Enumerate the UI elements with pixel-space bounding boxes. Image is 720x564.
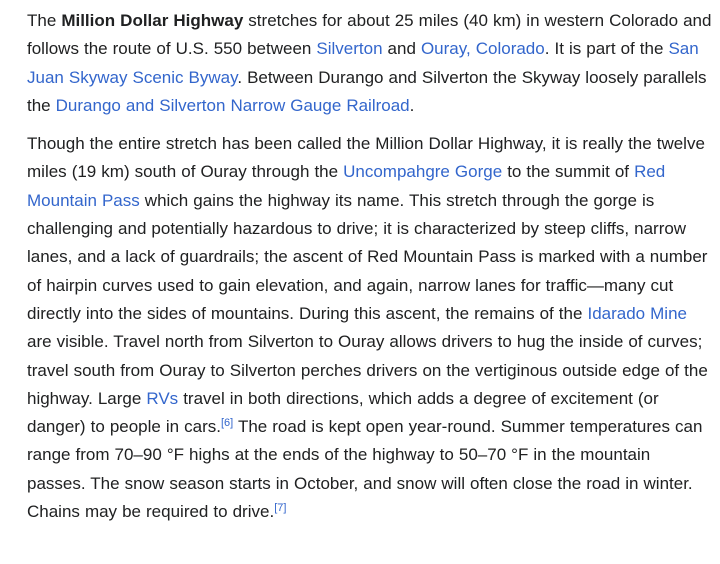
text-run: The road is kept open year-round. Summer temperatures can range from 70–90 °F highs at the ends of the highway to 50–70 °F in the mountain passes. The snow season starts in October, and snow will often close the road in winter. Chains may be required to drive. [27, 417, 703, 522]
text-run: to the summit of [502, 162, 635, 182]
text-run: are visible. Travel north from Silverton to Ouray allows drivers to hug the inside of curves; travel south from Ouray to Silverton perches drivers on the vertiginous outside edge of the highway. Large [27, 332, 708, 408]
text-run: . It is part of the [544, 39, 669, 59]
link-idarado-mine[interactable]: Idarado Mine [587, 303, 687, 323]
link-durango-silverton-railroad[interactable]: Durango and Silverton Narrow Gauge Railroad [55, 95, 410, 115]
bold-term: Million Dollar Highway [61, 11, 244, 30]
paragraph-intro [27, 7, 712, 120]
citation-7[interactable]: [7] [274, 502, 287, 515]
link-uncompahgre-gorge[interactable]: Uncompahgre Gorge [343, 162, 503, 182]
text-run: The [27, 11, 62, 30]
text-run: and [382, 39, 421, 59]
text-run: . Between Durango and Silverton the Skyway loosely parallels the [27, 67, 707, 115]
citation-6[interactable]: [6] [221, 417, 234, 430]
link-red-mountain-pass[interactable]: Red Mountain Pass [27, 162, 666, 210]
text-run: . [409, 95, 415, 115]
paragraph-details [27, 130, 712, 526]
text-run: which gains the highway its name. This stretch through the gorge is challenging and potentially hazardous to drive; it is characterized by steep cliffs, narrow lanes, and a lack of guardrails; the ascent of Red Mountain Pass is marked with a number of hairpin curves used to gain elevation, and again, narrow lanes for traffic—many cut directly into the sides of mountains. During this ascent, the remains of the [27, 190, 708, 323]
citation-superscript [274, 502, 286, 514]
text-run: stretches for about 25 miles (40 km) in western Colorado and follows the route of U.S. 550 between [27, 11, 712, 59]
text-run: Though the entire stretch has been called the Million Dollar Highway, it is really the twelve miles (19 km) south of Ouray through the [27, 134, 705, 182]
link-san-juan-skyway[interactable]: San Juan Skyway Scenic Byway [27, 39, 699, 87]
link-rvs[interactable]: RVs [146, 388, 179, 408]
text-run: travel in both directions, which adds a degree of excitement (or danger) to people in cars. [27, 388, 659, 437]
link-silverton[interactable]: Silverton [316, 39, 383, 59]
link-ouray-colorado[interactable]: Ouray, Colorado [420, 39, 545, 59]
citation-superscript [221, 417, 233, 429]
